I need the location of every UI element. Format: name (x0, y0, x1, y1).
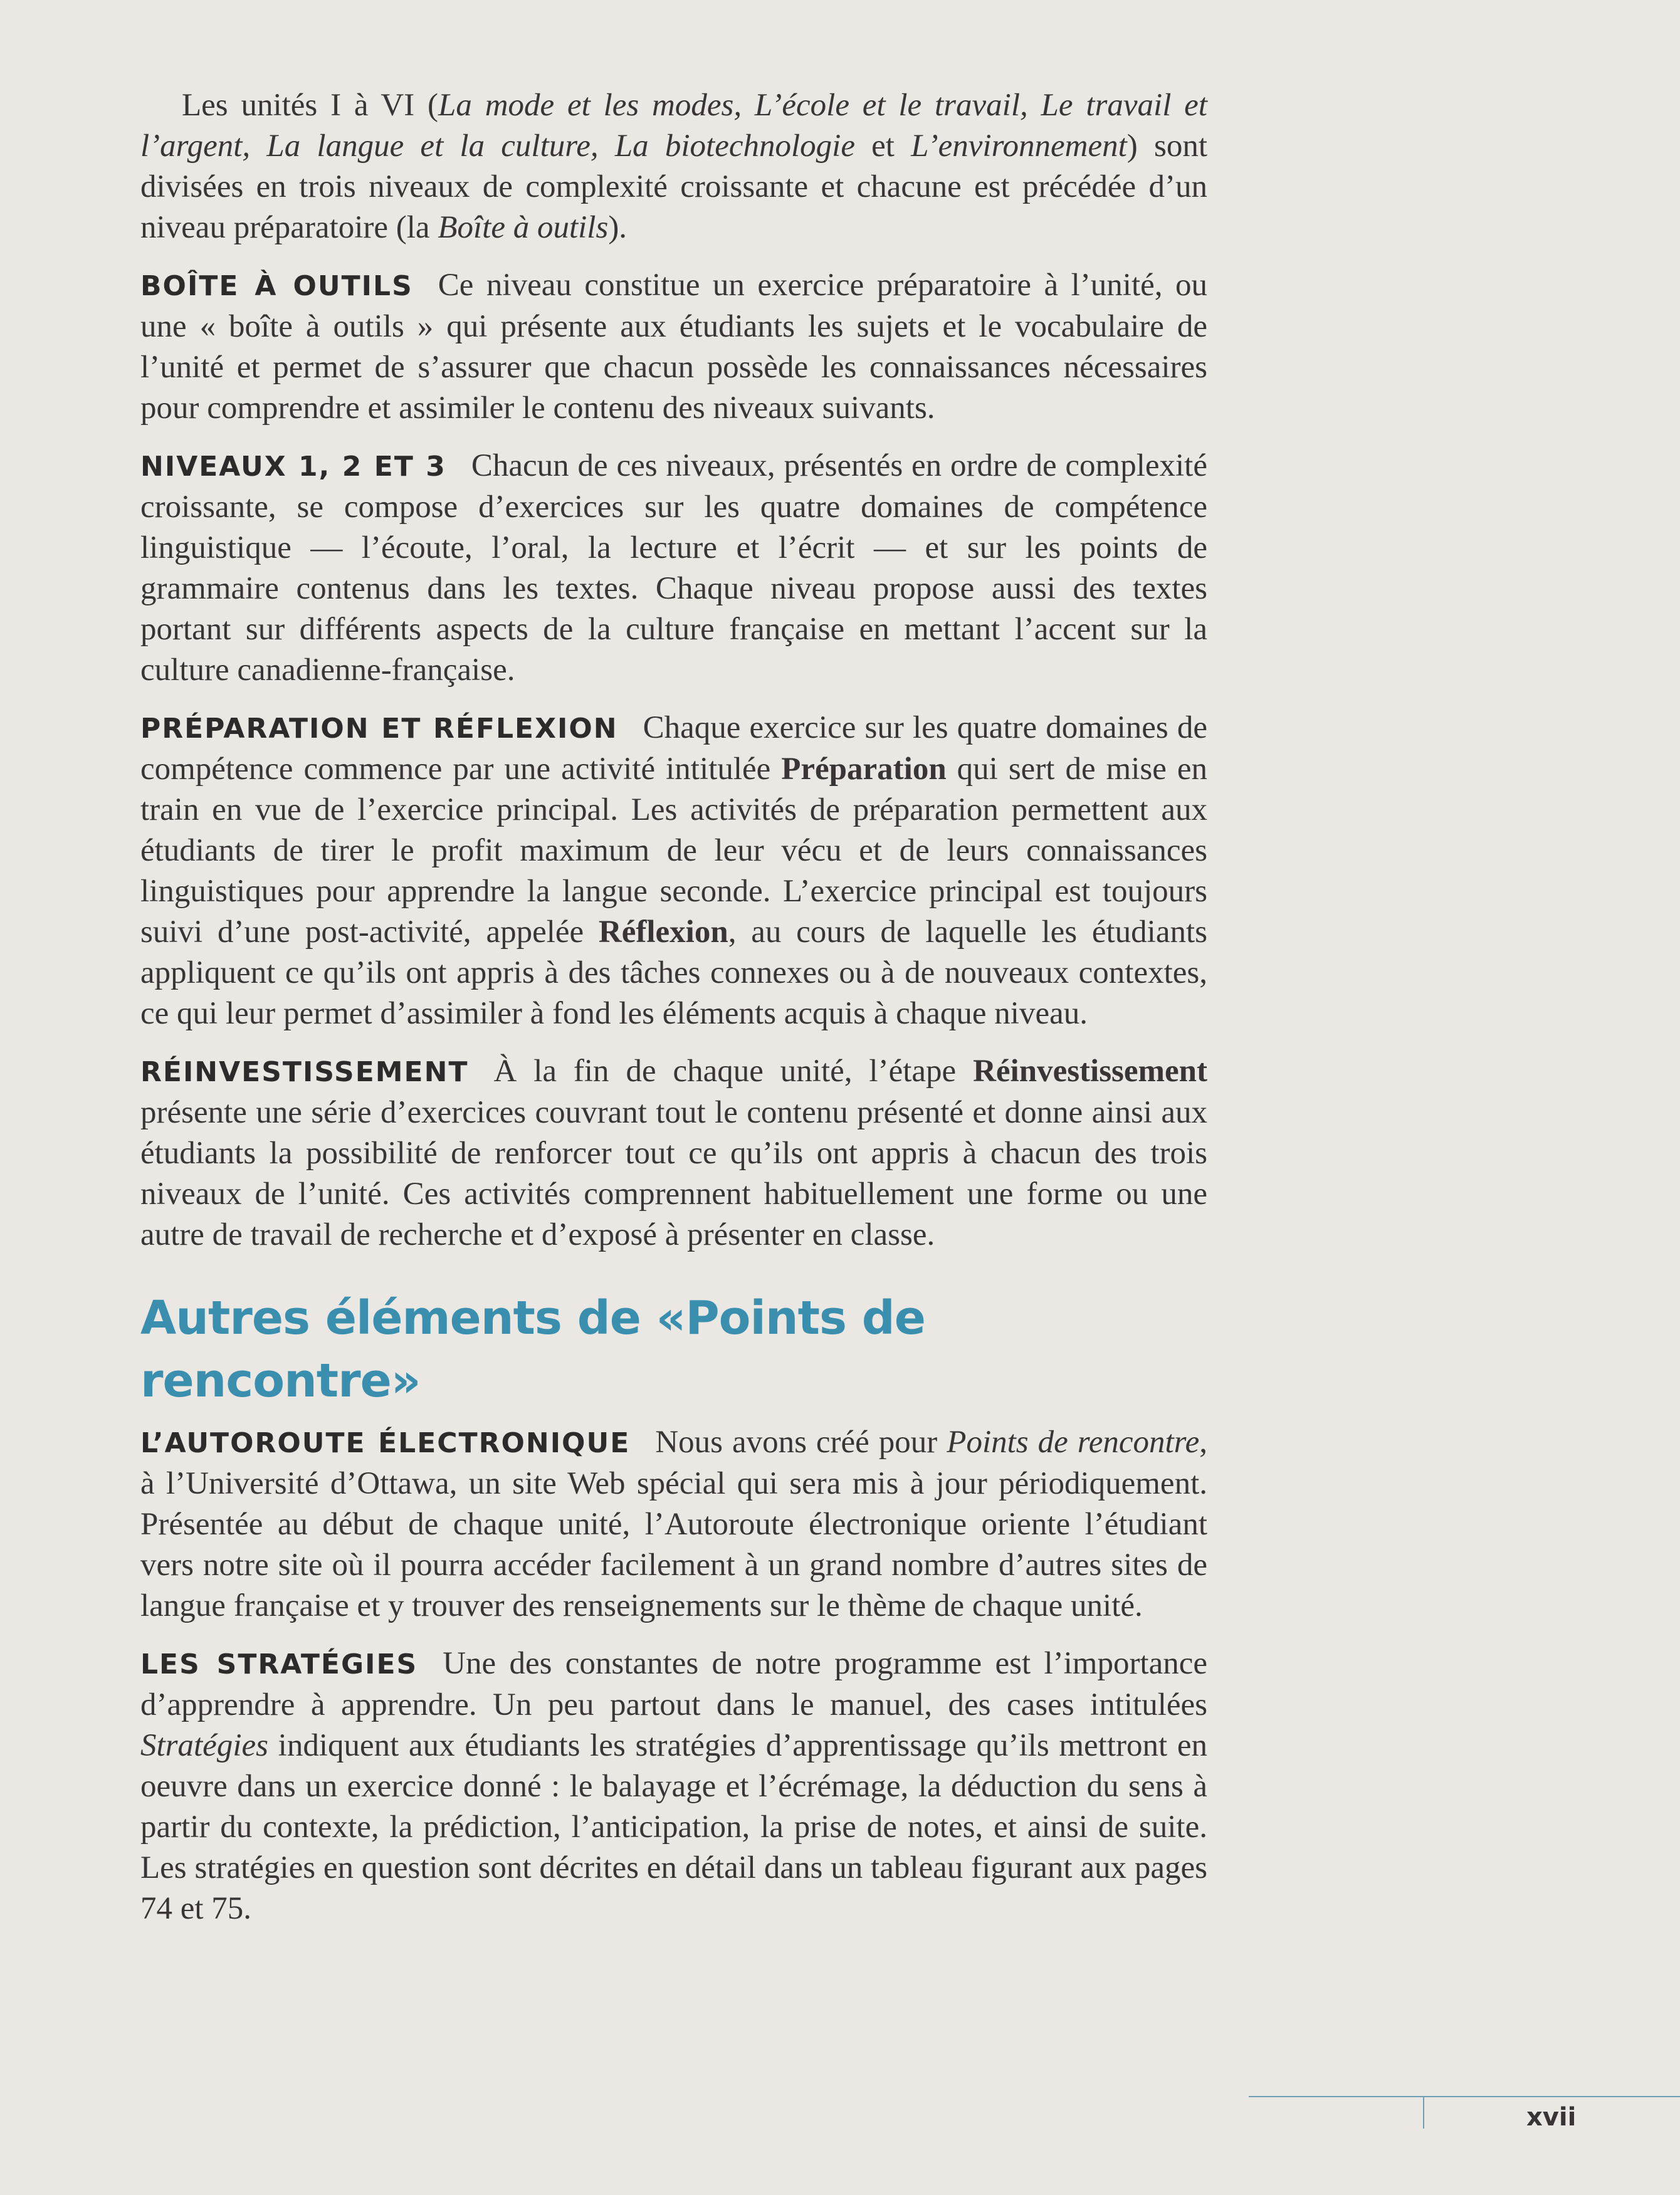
body-text: , au cours de laquelle les étudiants appliquent ce qu’ils ont appris à des tâches connexes ou à de nouveaux contextes, ce qui leur permet d’assimiler à fond les éléments acquis à chaque niveau. (140, 914, 1207, 1031)
page-number: xvii (1526, 2103, 1577, 2132)
italic-title: Stratégies (140, 1728, 268, 1763)
run-in-heading: PRÉPARATION ET RÉFLEXION (140, 713, 618, 745)
paragraph (140, 1422, 1207, 1627)
footer-tick (1423, 2096, 1424, 2129)
body-text: Chaque exercice sur les quatre domaines de compétence commence par une activité intitulée (140, 710, 1207, 787)
paragraph (140, 1051, 1207, 1255)
paragraph (140, 265, 1207, 429)
body-text: et (854, 128, 911, 164)
paragraph (140, 446, 1207, 691)
bold-term: Réflexion (598, 914, 728, 950)
paragraph (140, 85, 1207, 248)
intro-paragraphs (140, 85, 1207, 1255)
body-text: Ce niveau constitue un exercice préparatoire à l’unité, ou une « boîte à outils » qui présente aux étudiants les sujets et le vocabulaire de l’unité et permet de s’assurer que chacun possède les connaissances nécessaires pour comprendre et assimiler le contenu des niveaux suivants. (140, 268, 1207, 426)
text-column (140, 85, 1207, 1946)
run-in-heading: L’AUTOROUTE ÉLECTRONIQUE (140, 1427, 631, 1459)
run-in-heading: LES STRATÉGIES (140, 1648, 418, 1680)
run-in-heading: RÉINVESTISSEMENT (140, 1056, 469, 1088)
body-text: Chacun de ces niveaux, présentés en ordre de complexité croissante, se compose d’exercices sur les quatre domaines de compétence linguistique — l’écoute, l’oral, la lecture et l’écrit — et sur les points de grammaire contenus dans les textes. Chaque niveau propose aussi des textes portant sur différents aspects de la culture française en mettant l’accent sur la culture canadienne-française. (140, 448, 1207, 688)
body-text: Les unités I à VI ( (182, 88, 439, 123)
paragraph (140, 1643, 1207, 1929)
section-heading: Autres éléments de «Points de rencontre» (140, 1291, 925, 1408)
bold-term: Réinvestissement (973, 1054, 1207, 1089)
bold-term: Préparation (781, 752, 947, 787)
italic-title: La mode et les modes, L’école et le travail, Le travail et l’argent, La langue et la culture, La biotechnologie (140, 88, 1207, 164)
paragraph (140, 708, 1207, 1034)
body-text: , à l’Université d’Ottawa, un site Web spécial qui sera mis à jour périodiquement. Présentée au début de chaque unité, l’Autoroute électronique oriente l’étudiant vers notre site où il pourra accéder facilement à un grand nombre d’autres sites de langue française et y trouver des renseignements sur le thème de chaque unité. (140, 1425, 1208, 1623)
run-in-heading: BOÎTE À OUTILS (140, 270, 413, 302)
italic-title: Points de rencontre (947, 1425, 1200, 1460)
body-text: Une des constantes de notre programme est l’importance d’apprendre à apprendre. Un peu partout dans le manuel, des cases intitulées (140, 1646, 1208, 1722)
italic-title: L’environnement (911, 128, 1127, 164)
run-in-heading: NIVEAUX 1, 2 ET 3 (140, 451, 446, 483)
italic-title: Boîte à outils (438, 210, 609, 245)
body-text: Nous avons créé pour (655, 1425, 947, 1460)
body-text: indiquent aux étudiants les stratégies d’apprentissage qu’ils mettront en oeuvre dans un exercice donné : le balayage et l’écrémage, la déduction du sens à partir du contexte, la prédiction, l’anticipation, la prise de notes, et ainsi de suite. Les stratégies en question sont décrites en détail dans un tableau figurant aux pages 74 et 75. (140, 1728, 1207, 1926)
body-text: À la fin de chaque unité, l’étape (493, 1054, 974, 1089)
footer-rule (1249, 2096, 1680, 2097)
body-text: ). (608, 210, 627, 245)
body-text: présente une série d’exercices couvrant tout le contenu présenté et donne ainsi aux étudiants la possibilité de renforcer tout ce qu’ils ont appris à chacun des trois niveaux de l’unité. Ces activités comprennent habituellement une forme ou une autre de travail de recherche et d’exposé à présenter en classe. (140, 1095, 1207, 1252)
other-elements-paragraphs (140, 1422, 1207, 1929)
body-text: ) sont divisées en trois niveaux de complexité croissante et chacune est précédée d’un niveau préparatoire (la (140, 128, 1207, 245)
body-text: qui sert de mise en train en vue de l’exercice principal. Les activités de préparation permettent aux étudiants de tirer le profit maximum de leur vécu et de leurs connaissances linguistiques pour apprendre la langue seconde. L’exercice principal est toujours suivi d’une post-activité, appelée (140, 752, 1207, 950)
section-heading-block (140, 1287, 1207, 1412)
